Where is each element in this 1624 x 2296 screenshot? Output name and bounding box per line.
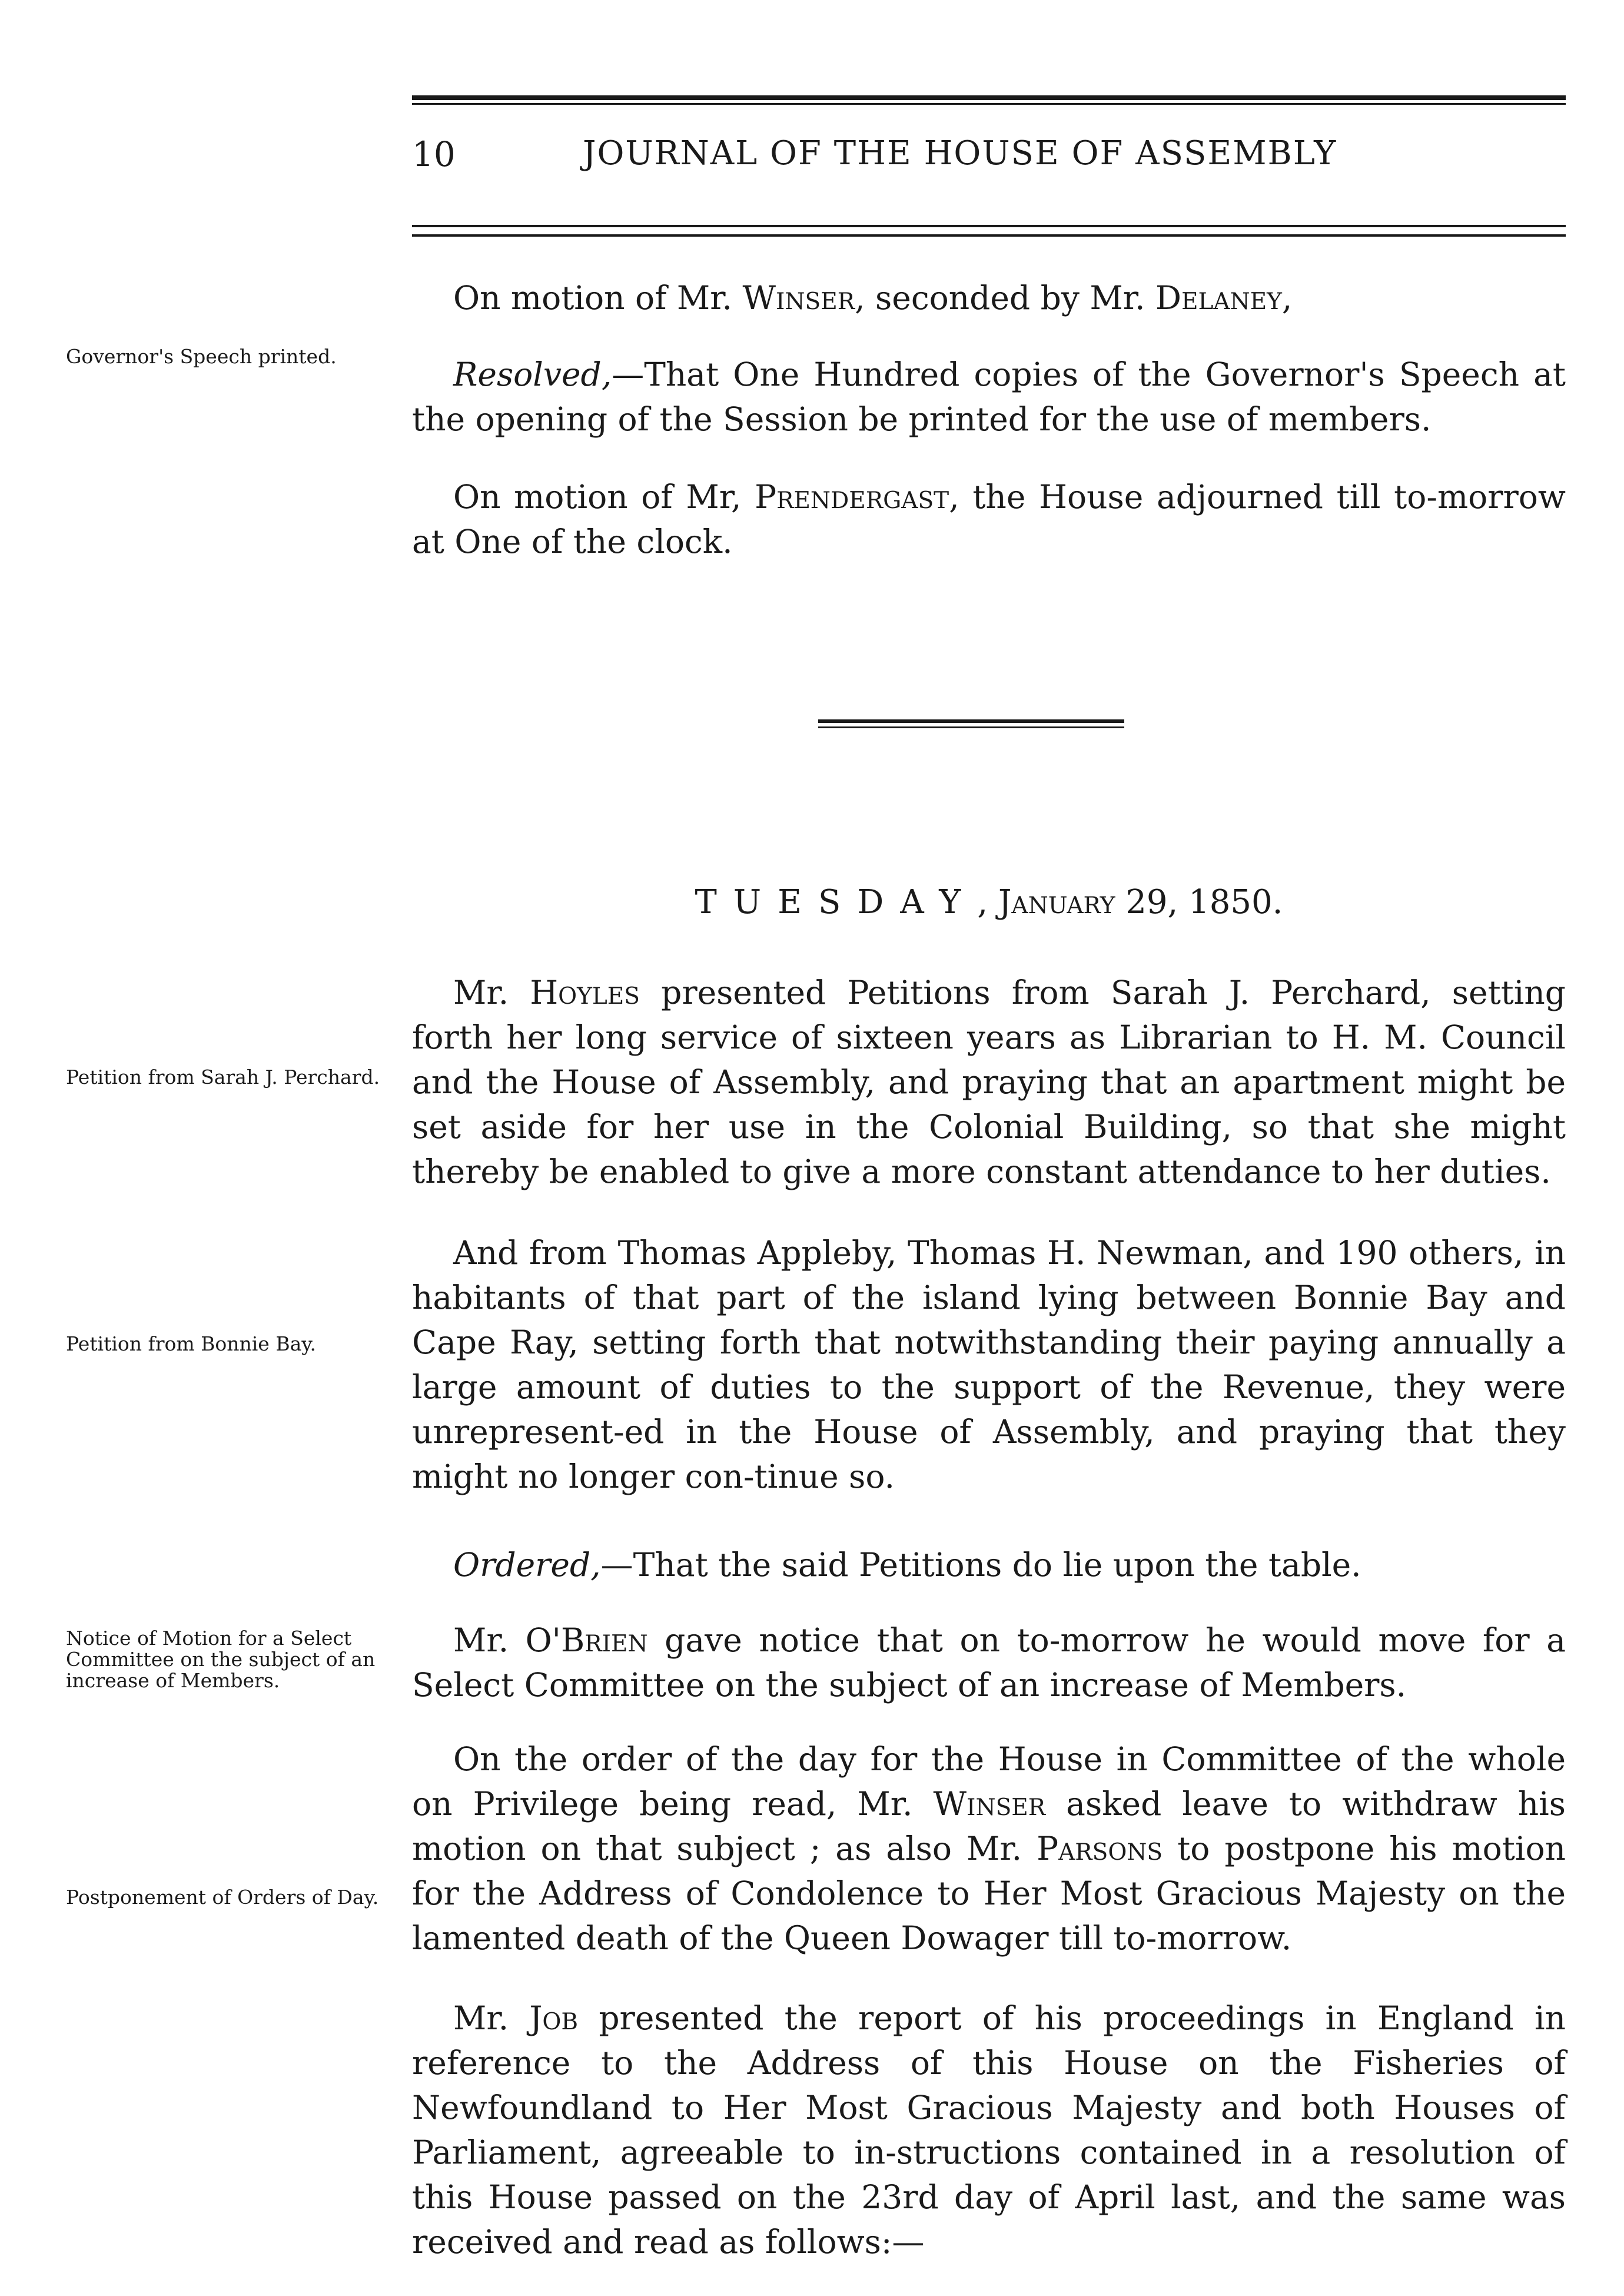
member-name: Winser <box>933 1785 1046 1823</box>
paragraph-perchard-petition: Mr. Hoyles presented Petitions from Sarah J. Perchard, setting forth her long service of sixteen years as Librarian to H. M. Council and the House of Assembly, and praying that an apartment might be set aside for her use in the Colonial Building, so that she might thereby be enabled to give a more constant attendance to her duties. <box>412 974 1566 1190</box>
date-day: TUESDAY <box>695 883 978 921</box>
paragraph-winser-motion: On motion of Mr. Winser, seconded by Mr. Delaney, <box>453 279 1293 317</box>
member-name: Parsons <box>1037 1830 1163 1867</box>
date-rest: , January 29, 1850. <box>977 883 1283 921</box>
member-name: Delaney <box>1155 279 1282 317</box>
margin-note-governors-speech: Governor's Speech printed. <box>66 345 337 368</box>
paragraph-bonnie-bay-petition: And from Thomas Appleby, Thomas H. Newman, and 190 others, in habitants of that part of the island lying between Bonnie Bay and Cape Ray, setting forth that notwithstanding their paying annually a large amount of duties to the support of the Revenue, they were unrepresent-ed in the House of Assembly, and praying that they might no longer con-tinue so. <box>412 1234 1566 1495</box>
header-rule-lower <box>412 234 1566 237</box>
paragraph-resolved-printing: Resolved,—That One Hundred copies of the Governor's Speech at the opening of the Session be printed for the use of members. <box>412 356 1566 438</box>
margin-note-bonnie-bay-petition: Petition from Bonnie Bay. <box>66 1332 317 1355</box>
section-separator-thin <box>818 726 1124 728</box>
top-rule-thin <box>412 103 1566 105</box>
paragraph-job-report: Mr. Job presented the report of his proceedings in England in reference to the Address of this House on the Fisheries of Newfoundland to Her Most Gracious Majesty and both Houses of Parliament, agreeable to in-structions contained in a resolution of this House passed on the 23rd day of April last, and the same was received and read as follows:— <box>412 1999 1566 2261</box>
header-rule-upper <box>412 225 1566 227</box>
member-name: Prendergast <box>755 478 949 516</box>
page-header <box>412 134 1566 187</box>
paragraph-orders-of-day: On the order of the day for the House in Committee of the whole on Privilege being read, Mr. Winser asked leave to withdraw his motion on that subject ; as also Mr. Parsons to postpone his motion for the Address of Condolence to Her Most Gracious Majesty on the lamented death of the Queen Dowager till to-morrow. <box>412 1740 1566 1957</box>
section-separator-thick <box>818 719 1124 723</box>
date-heading <box>412 883 1566 921</box>
member-name: O'Brien <box>525 1621 648 1659</box>
page-number: 10 <box>412 134 456 174</box>
member-name: Winser <box>742 279 855 317</box>
margin-note-select-committee: Notice of Motion for a Select Committee on the subject of an increase of Members. <box>66 1627 376 1692</box>
resolved-label: Resolved, <box>453 356 612 393</box>
running-title: JOURNAL OF THE HOUSE OF ASSEMBLY <box>583 134 1337 172</box>
paragraph-ordered-table: Ordered,—That the said Petitions do lie upon the table. <box>453 1546 1361 1584</box>
margin-note-perchard-petition: Petition from Sarah J. Perchard. <box>66 1066 380 1089</box>
member-name: Hoyles <box>530 974 640 1011</box>
member-name: Job <box>529 1999 579 2037</box>
paragraph-obrien-notice: Mr. O'Brien gave notice that on to-morrow he would move for a Select Committee on the subject of an increase of Members. <box>412 1621 1566 1704</box>
paragraph-adjournment: On motion of Mr, Prendergast, the House adjourned till to-morrow at One of the clock. <box>412 478 1566 560</box>
ordered-label: Ordered, <box>453 1546 601 1584</box>
margin-note-postponement: Postponement of Orders of Day. <box>66 1886 379 1909</box>
top-rule-thick <box>412 95 1566 100</box>
